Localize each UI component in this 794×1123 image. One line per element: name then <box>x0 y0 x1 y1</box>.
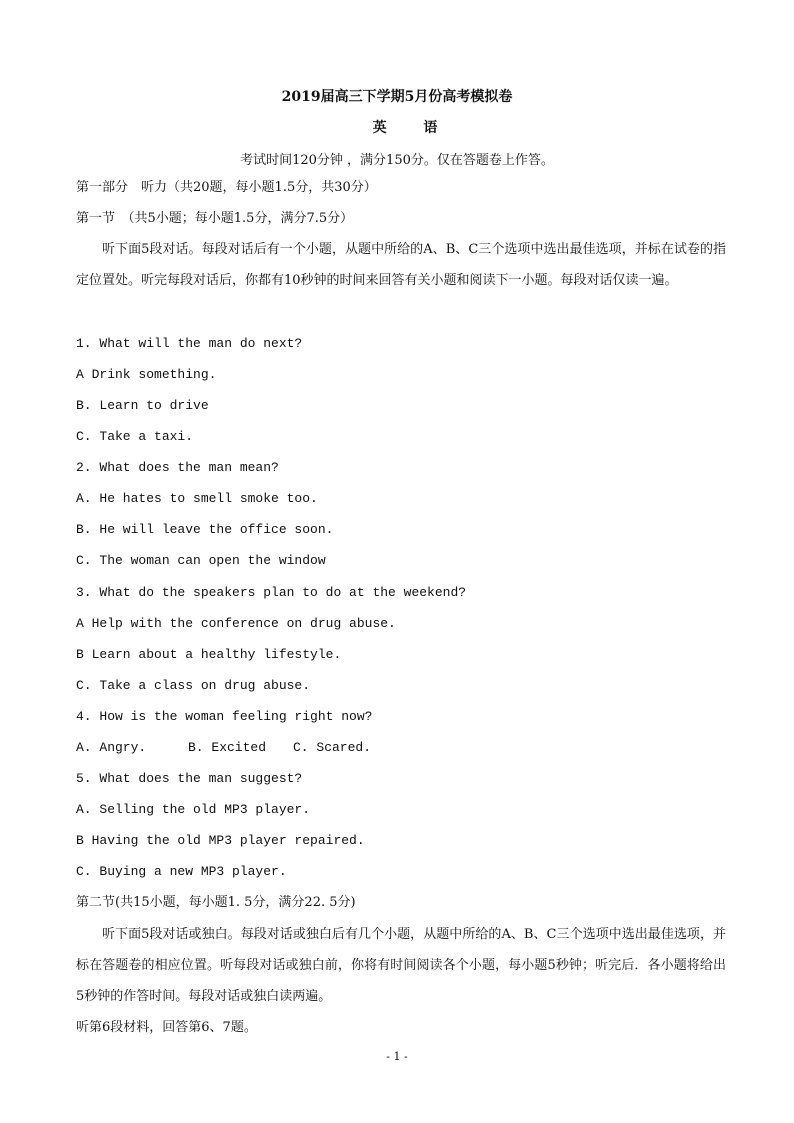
section1-heading: 第一节 （共5小题；每小题1.5分，满分7.5分） <box>76 211 354 226</box>
question-2-option-c: C. The woman can open the window <box>76 553 326 568</box>
question-4-option-c: C. Scared. <box>293 740 372 755</box>
question-5-option-c: C. Buying a new MP3 player. <box>76 864 287 879</box>
section1-directions: 听下面5段对话。每段对话后有一个小题，从题中所给的A、B、C三个选项中选出最佳选项，并标在试卷的指定位置处。听完每段对话后，你都有10秒钟的时间来回答有关小题和阅读下一小题。每段对话仅读一遍。 <box>76 242 726 288</box>
question-2-stem: 2. What does the man mean? <box>76 460 279 475</box>
question-1-option-b: B. Learn to drive <box>76 398 209 413</box>
question-2-option-a: A. He hates to smell smoke too. <box>76 491 318 506</box>
question-4-options <box>76 740 371 756</box>
question-3-stem: 3. What do the speakers plan to do at the weekend? <box>76 585 467 600</box>
subject-title: 英 语 <box>372 120 454 136</box>
question-2-option-b: B. He will leave the office soon. <box>76 522 334 537</box>
question-5-stem: 5. What does the man suggest? <box>76 771 303 786</box>
question-5-option-a: A. Selling the old MP3 player. <box>76 802 311 817</box>
page-number: - 1 - <box>386 1050 408 1063</box>
question-3-option-b: B Learn about a healthy lifestyle. <box>76 647 342 662</box>
question-1-option-c: C. Take a taxi. <box>76 429 194 444</box>
part1-heading: 第一部分 听力（共20题，每小题1.5分，共30分） <box>76 180 377 195</box>
question-3-option-c: C. Take a class on drug abuse. <box>76 678 311 693</box>
question-3-option-a: A Help with the conference on drug abuse. <box>76 616 396 631</box>
material-note: 听第6段材料，回答第6、7题。 <box>76 1020 257 1035</box>
exam-instructions: 考试时间120分钟 ，满分150分。仅在答题卷上作答。 <box>240 153 554 168</box>
question-4-option-a: A. Angry. <box>76 740 147 755</box>
question-1-stem: 1. What will the man do next? <box>76 336 303 351</box>
section2-heading: 第二节(共15小题，每小题1. 5分，满分22. 5分) <box>76 895 356 910</box>
question-4-stem: 4. How is the woman feeling right now? <box>76 709 373 724</box>
question-5-option-b: B Having the old MP3 player repaired. <box>76 833 365 848</box>
exam-title: 2019届高三下学期5月份高考模拟卷 <box>281 89 513 105</box>
question-1-option-a: A Drink something. <box>76 367 217 382</box>
section2-directions: 听下面5段对话或独白。每段对话或独白后有几个小题，从题中所给的A、B、C三个选项中选出最佳选项，并标在答题卷的相应位置。听每段对话或独白前，你将有时间阅读各个小题，每小题5秒钟；听完后．各小题将给出5秒钟的作答时间。每段对话或独白读两遍。 <box>76 927 726 1004</box>
question-4-option-b: B. Excited <box>188 740 267 755</box>
